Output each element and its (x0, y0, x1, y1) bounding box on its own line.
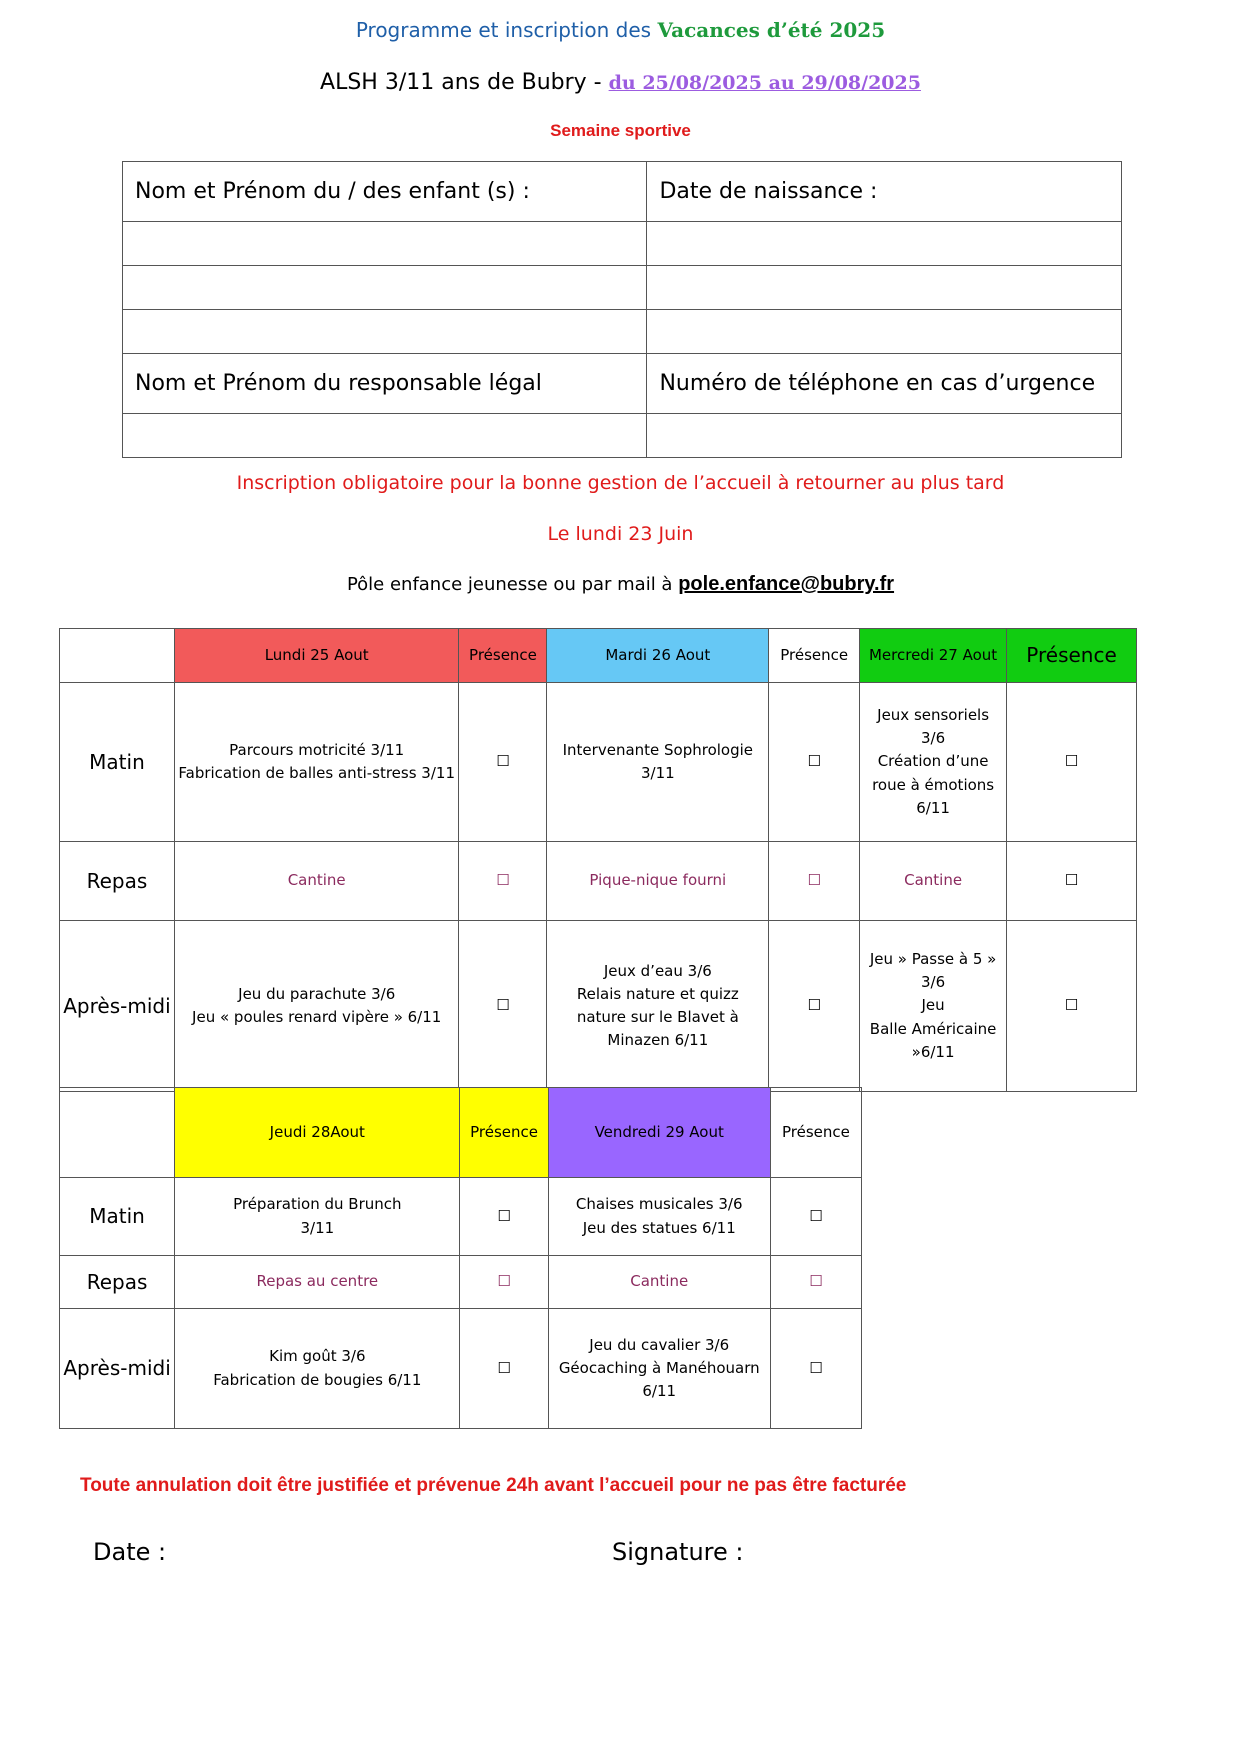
activity-text: Fabrication de balles anti-stress 3/11 (178, 764, 455, 782)
activity-cell (547, 683, 769, 842)
presence-header: Présence (459, 629, 547, 683)
activity-text: Intervenante Sophrologie (562, 740, 754, 759)
activity-text: Jeu du parachute 3/6 (238, 984, 396, 1003)
child-name-field[interactable] (123, 266, 647, 310)
activity-cell (175, 1178, 460, 1256)
period-afternoon: Après-midi (60, 921, 175, 1092)
inscription-note: Inscription obligatoire pour la bonne gestion de l’accueil à retourner au plus tard (236, 472, 1005, 494)
deadline-note: Le lundi 23 Juin (547, 523, 694, 545)
day-header-monday: Lundi 25 Aout (174, 629, 459, 683)
contact-prefix: Pôle enfance jeunesse ou par mail à (346, 574, 679, 595)
presence-checkbox[interactable]: ☐ (769, 683, 860, 842)
schedule-table-week-end (59, 1087, 862, 1429)
presence-checkbox[interactable]: ☐ (459, 921, 547, 1092)
cancellation-note: Toute annulation doit être justifiée et prévenue 24h avant l’accueil pour ne pas être facturée (80, 1475, 907, 1496)
presence-checkbox[interactable]: ☐ (460, 1178, 548, 1256)
activity-text: Création d’une roue à émotions 6/11 (872, 752, 995, 817)
activity-cell (547, 921, 769, 1092)
presence-checkbox[interactable]: ☐ (459, 842, 547, 921)
corner-cell (60, 1088, 175, 1178)
period-morning: Matin (60, 1178, 175, 1256)
day-header-tuesday: Mardi 26 Aout (547, 629, 769, 683)
title-highlight: Vacances d’été 2025 (657, 18, 886, 42)
birth-date-label: Date de naissance : (647, 162, 1122, 222)
meal-cell: Cantine (860, 842, 1007, 921)
corner-cell (60, 629, 175, 683)
day-header-thursday: Jeudi 28Aout (175, 1088, 460, 1178)
child-name-field[interactable] (123, 310, 647, 354)
presence-checkbox[interactable]: ☐ (769, 842, 860, 921)
contact-line (0, 573, 1241, 596)
presence-checkbox[interactable]: ☐ (459, 683, 547, 842)
activity-text: Jeux d’eau 3/6 (603, 961, 712, 980)
activity-text: Balle Américaine »6/11 (869, 1019, 997, 1061)
activity-text: Jeux sensoriels 3/6 (877, 705, 990, 748)
presence-header: Présence (770, 1088, 861, 1178)
activity-text: Kim goût 3/6 (269, 1347, 366, 1366)
activity-text: Jeu des statues 6/11 (582, 1218, 736, 1237)
activity-cell (174, 921, 459, 1092)
period-morning: Matin (60, 683, 175, 842)
presence-header: Présence (460, 1088, 548, 1178)
presence-checkbox[interactable]: ☐ (1007, 842, 1137, 921)
presence-checkbox[interactable]: ☐ (769, 921, 860, 1092)
presence-checkbox[interactable]: ☐ (460, 1256, 548, 1309)
birth-date-field[interactable] (647, 222, 1122, 266)
contact-email-link[interactable]: pole.enfance@bubry.fr (678, 573, 895, 595)
identity-form-table (122, 161, 1122, 458)
activity-text: Parcours motricité 3/11 (229, 740, 405, 759)
activity-cell (548, 1178, 770, 1256)
day-header-friday: Vendredi 29 Aout (548, 1088, 770, 1178)
subtitle-dates: du 25/08/2025 au 29/08/2025 (608, 72, 921, 94)
page-title (0, 18, 1241, 42)
presence-checkbox[interactable]: ☐ (770, 1309, 861, 1429)
activity-cell (548, 1309, 770, 1429)
presence-checkbox[interactable]: ☐ (770, 1178, 861, 1256)
activity-cell (175, 1309, 460, 1429)
activity-text: Jeu « poules renard vipère » 6/11 (192, 1008, 442, 1026)
presence-checkbox[interactable]: ☐ (770, 1256, 861, 1309)
schedule-table-week-start (59, 628, 1137, 1092)
guardian-label: Nom et Prénom du responsable légal (123, 354, 647, 414)
meal-cell: Cantine (174, 842, 459, 921)
activity-text: Jeu » Passe à 5 » 3/6 (869, 949, 997, 992)
activity-cell (174, 683, 459, 842)
period-afternoon: Après-midi (60, 1309, 175, 1429)
activity-text: Géocaching à Manéhouarn 6/11 (558, 1358, 760, 1401)
day-header-wednesday: Mercredi 27 Aout (860, 629, 1007, 683)
birth-date-field[interactable] (647, 266, 1122, 310)
meal-cell: Pique-nique fourni (547, 842, 769, 921)
presence-checkbox[interactable]: ☐ (1007, 683, 1137, 842)
activity-text: 3/11 (640, 764, 675, 782)
guardian-field[interactable] (123, 414, 647, 458)
activity-text: Jeu du cavalier 3/6 (589, 1335, 730, 1354)
activity-text: Chaises musicales 3/6 (575, 1195, 743, 1214)
presence-header: Présence (1007, 629, 1137, 683)
signature-label: Signature : (612, 1538, 744, 1566)
activity-text: Relais nature et quizz nature sur le Blavet à Minazen 6/11 (576, 984, 739, 1050)
period-meal: Repas (60, 1256, 175, 1309)
child-name-label: Nom et Prénom du / des enfant (s) : (123, 162, 647, 222)
subtitle-prefix: ALSH 3/11 ans de Bubry - (320, 70, 609, 95)
activity-text: 3/11 (300, 1218, 335, 1237)
activity-text: Jeu (921, 996, 945, 1015)
presence-checkbox[interactable]: ☐ (1007, 921, 1137, 1092)
title-prefix: Programme et inscription des (355, 18, 658, 42)
activity-text: Préparation du Brunch (233, 1195, 402, 1214)
phone-field[interactable] (647, 414, 1122, 458)
activity-cell (860, 683, 1007, 842)
page-subtitle (0, 70, 1241, 95)
phone-label: Numéro de téléphone en cas d’urgence (647, 354, 1122, 414)
meal-cell: Cantine (548, 1256, 770, 1309)
birth-date-field[interactable] (647, 310, 1122, 354)
period-meal: Repas (60, 842, 175, 921)
week-theme: Semaine sportive (550, 121, 691, 140)
presence-header: Présence (769, 629, 860, 683)
meal-cell: Repas au centre (175, 1256, 460, 1309)
presence-checkbox[interactable]: ☐ (460, 1309, 548, 1429)
activity-cell (860, 921, 1007, 1092)
child-name-field[interactable] (123, 222, 647, 266)
date-label: Date : (93, 1538, 167, 1566)
activity-text: Fabrication de bougies 6/11 (213, 1370, 422, 1389)
